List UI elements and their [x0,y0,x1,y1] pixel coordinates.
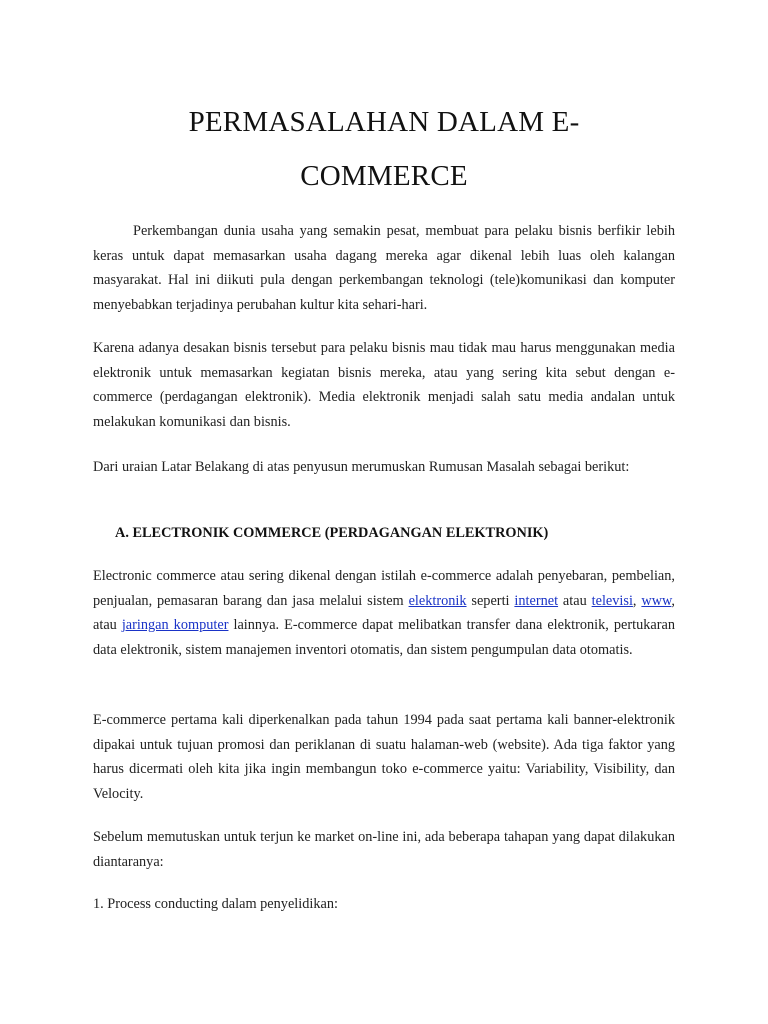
link-www[interactable]: www [641,592,672,609]
link-internet[interactable]: internet [514,592,559,609]
link-elektronik[interactable]: elektronik [408,592,467,609]
p4-text-4: , [632,592,642,609]
p4-text-1: Electronic commerce atau sering dikenal dengan istilah e-commerce adalah penyebaran, pembelian, penjualan, pemasaran barang dan jasa melalui sistem [93,568,675,609]
p4-text-6: lainnya. E-commerce dapat melibatkan transfer dana elektronik, pertukaran data elektronik, sistem manajemen inventori otomatis, dan sistem pengumpulan data otomatis. [93,617,675,658]
paragraph-intro: Perkembangan dunia usaha yang semakin pesat, membuat para pelaku bisnis berfikir lebih keras untuk dapat memasarkan usaha dagang mereka agar dikenal lebih luas oleh kalangan masyarakat. Hal ini diikuti pula dengan perkembangan teknologi (tele)komunikasi dan komputer menyebabkan terjadinya perubahan kultur kita sehari-hari. [93,223,675,313]
paragraph-rumusan-masalah: Dari uraian Latar Belakang di atas penyusun merumuskan Rumusan Masalah sebagai berikut: [93,459,630,475]
link-jaringan-komputer[interactable]: jaringan komputer [121,617,229,634]
paragraph-desakan-bisnis: Karena adanya desakan bisnis tersebut para pelaku bisnis mau tidak mau harus menggunakan media elektronik untuk memasarkan kegiatan bisnis mereka, atau yang sering kita sebut dengan e-commerce (perdagangan elektronik). Media elektronik menjadi salah satu media andalan untuk melakukan komunikasi dan bisnis. [93,340,675,430]
list-item-process-conducting: 1. Process conducting dalam penyelidikan: [93,896,338,912]
section-heading-a: A. ELECTRONIK COMMERCE (PERDAGANGAN ELEKTRONIK) [115,525,549,541]
paragraph-definition [93,564,675,662]
page-title [93,95,675,203]
p4-text-5: , atau [93,592,675,634]
title-line-1: PERMASALAHAN DALAM E- [188,106,580,138]
paragraph-history: E-commerce pertama kali diperkenalkan pada tahun 1994 pada saat pertama kali banner-elektronik dipakai untuk tujuan promosi dan periklanan di suatu halaman-web (website). Ada tiga faktor yang harus dicermati oleh kita jika ingin membangun toko e-commerce yaitu: Variability, Visibility, dan Velocity. [93,712,675,802]
p4-text-2: seperti [466,592,515,609]
p4-text-3: atau [558,592,592,609]
paragraph-tahapan: Sebelum memutuskan untuk terjun ke market on-line ini, ada beberapa tahapan yang dapat dilakukan diantaranya: [93,829,675,870]
title-line-2: COMMERCE [300,160,468,192]
link-televisi[interactable]: televisi [591,592,633,609]
